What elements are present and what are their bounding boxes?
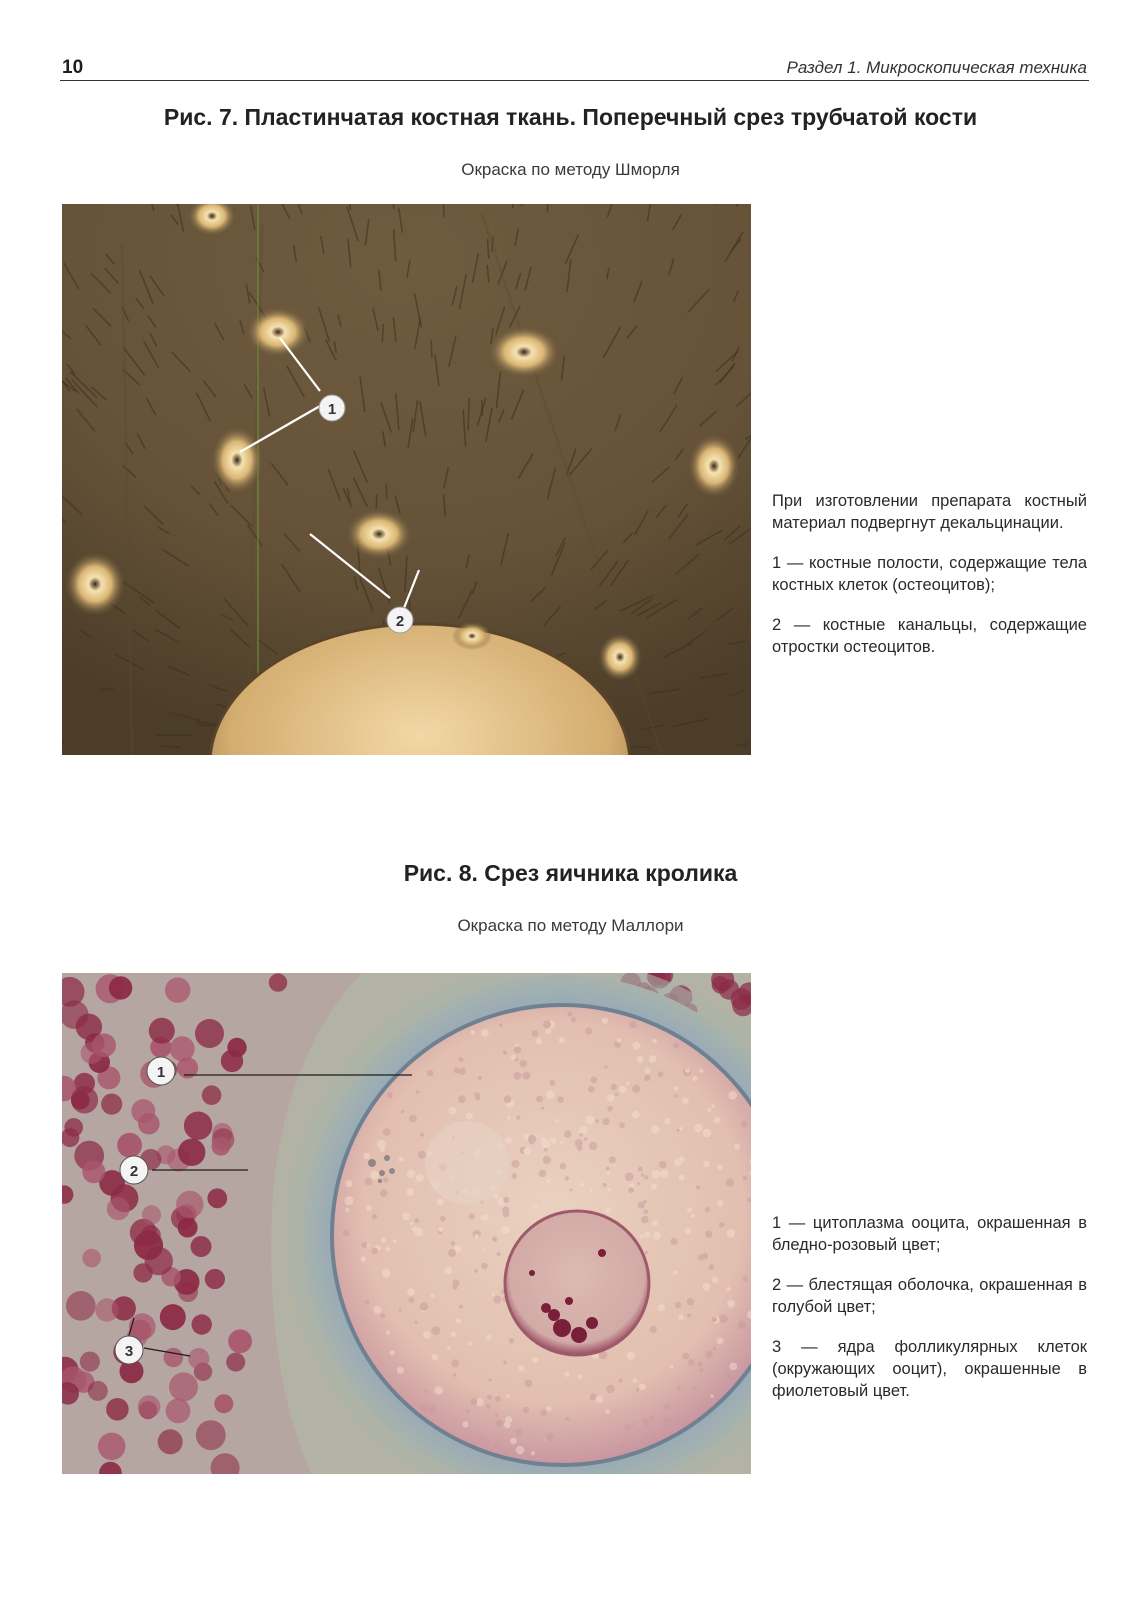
figure-8-marker-2 [120, 1156, 148, 1184]
svg-text:3: 3 [124, 1343, 134, 1360]
figure-7-caption-intro: При изготовлении препарата костный материал подвергнут декальцинации. [772, 492, 1087, 532]
svg-text:2: 2 [395, 613, 405, 630]
figure-7-caption-item-2: 2 — костные канальцы, содержащие отростки остеоцитов. [772, 616, 1087, 656]
page-number: 10 [62, 57, 84, 78]
svg-text:2: 2 [129, 1163, 139, 1180]
header-rule [60, 80, 1089, 81]
figure-8-caption [772, 1212, 1087, 1420]
figure-7-caption [772, 490, 1087, 676]
figure-8-caption-item-2: 2 — блестящая оболочка, окрашенная в голубой цвет; [772, 1276, 1087, 1316]
figure-7-micrograph [62, 204, 751, 755]
figure-7-subtitle: Окраска по методу Шморля [461, 160, 680, 179]
figure-8-marker-3 [115, 1336, 143, 1364]
figure-7-marker-1 [319, 395, 345, 421]
figure-8-marker-1 [147, 1057, 175, 1085]
figure-7-marker-2 [387, 607, 413, 633]
svg-text:1: 1 [156, 1064, 166, 1081]
figure-8-caption-item-1: 1 — цитоплазма ооцита, окрашенная в бледно-розовый цвет; [772, 1214, 1087, 1254]
figure-8-micrograph [62, 973, 751, 1474]
svg-text:1: 1 [327, 401, 337, 418]
running-head: Раздел 1. Микроскопическая техника [786, 58, 1087, 77]
figure-7-caption-item-1: 1 — костные полости, содержащие тела костных клеток (остеоцитов); [772, 554, 1087, 594]
figure-7-title: Рис. 7. Пластинчатая костная ткань. Поперечный срез трубчатой кости [163, 104, 978, 130]
figure-8-caption-item-3: 3 — ядра фолликулярных клеток (окружающих ооцит), окрашенные в фиолетовый цвет. [772, 1338, 1087, 1400]
figure-8-title: Рис. 8. Срез яичника кролика [403, 860, 738, 886]
figure-8-subtitle: Окраска по методу Маллори [457, 916, 684, 935]
